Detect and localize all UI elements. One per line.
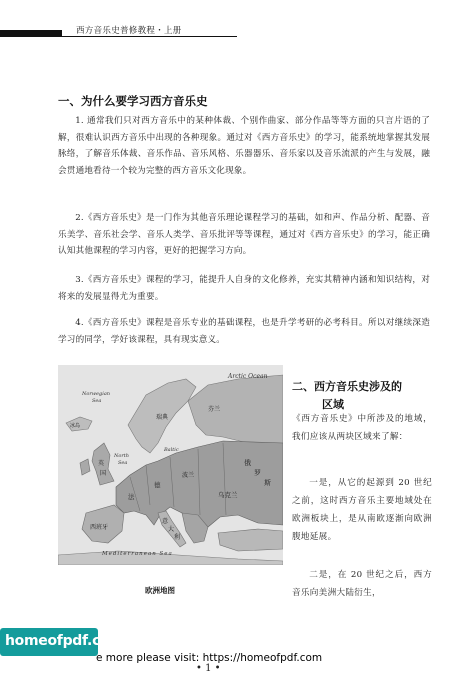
header-bar: [0, 30, 62, 37]
paragraph-2: 2.《西方音乐史》是一门作为其他音乐理论课程学习的基础，如和声、作品分析、配器、音乐美学、音乐社会学、音乐人类学、音乐批评等等课程，通过对《西方音乐史》的学习，能正确认知其他课程的学习内容，更好的把握学习方向。: [58, 213, 430, 257]
label-north-sea: Sea: [118, 460, 128, 466]
label-land-1: 俄: [244, 459, 251, 467]
label-arctic: Arctic Ocean: [228, 373, 268, 380]
paragraph-4: 4.《西方音乐史》课程是音乐专业的基础课程，也是升学考研的必考科目。所以对继续深造学习的同学，学好该课程，具有现实意义。: [58, 318, 430, 345]
europe-map-graphic: [58, 365, 283, 565]
europe-map: [58, 365, 283, 565]
paragraph-3: 3.《西方音乐史》课程的学习，能提升人自身的文化修养，充实其精神内涵和知识结构，对将来的发展显得尤为重要。: [58, 275, 430, 302]
paragraph-1: 1. 通常我们只对西方音乐中的某种体裁、个别作曲家、部分作品等等方面的只言片语的了解，很难认识西方音乐中出现的各种现象。通过对《西方音乐史》的学习，能系统地掌握其发展脉络，了解音乐体裁、音乐作品、音乐风格、乐器器乐、音乐家以及音乐流派的产生与发展，融会贯通地看待一个较为完整的西方音乐文化现象。: [58, 116, 430, 176]
watermark-logo[interactable]: [0, 628, 124, 656]
label-land-2: 罗: [254, 469, 261, 477]
section-heading-2-line1: 二、西方音乐史涉及的: [292, 380, 402, 393]
running-header: 西方音乐史普修教程・上册: [76, 26, 182, 36]
watermark-logo-text: homeofpdf.com: [5, 633, 124, 649]
label-mediterranean: Mediterranean Sea: [102, 551, 173, 557]
side-paragraph-3: 二是，在 20 世纪之后，西方音乐向美洲大陆衍生，: [292, 570, 432, 598]
page-number: • 1 •: [196, 663, 221, 674]
label-land-3: 斯: [264, 479, 271, 487]
label-norwegian-sea: Sea: [92, 398, 102, 404]
label-land-9: 国: [100, 470, 107, 477]
watermark-link[interactable]: e more please visit: https://homeofpdf.com: [96, 652, 323, 664]
label-norwegian: Norwegian: [82, 391, 111, 397]
side-paragraph-1: 《西方音乐史》中所涉及的地域，我们应该从两块区域来了解：: [292, 414, 432, 442]
label-baltic: Baltic: [164, 447, 179, 453]
label-north: North: [114, 453, 130, 459]
label-land-8: 英: [98, 460, 105, 467]
label-land-12: 德: [154, 481, 161, 489]
map-caption: 欧洲地图: [145, 586, 175, 595]
label-land-16: 冰岛: [70, 423, 81, 429]
label-land-14: 瑞典: [156, 414, 169, 421]
section-heading-1: 一、为什么要学习西方音乐史: [58, 94, 208, 108]
section-heading-2: [292, 378, 402, 414]
label-land-10: 法: [128, 493, 135, 501]
anatolia-shape: [218, 529, 283, 551]
side-paragraph-2: 一是，从它的起源到 20 世纪之前，这时西方音乐主要地域处在欧洲板块上，是从南欧逐渐向欧洲腹地延展。: [292, 478, 432, 542]
label-land-13: 波兰: [182, 472, 195, 479]
label-land-7: 利: [174, 534, 181, 541]
label-land-15: 芬兰: [208, 406, 221, 413]
label-land-6: 大: [168, 526, 175, 533]
label-land-5: 意: [162, 518, 169, 525]
section-heading-2-line2: 区域: [322, 398, 344, 411]
header-rule: [62, 36, 237, 37]
label-land-4: 乌克兰: [218, 491, 238, 499]
label-land-11: 西班牙: [90, 524, 109, 531]
